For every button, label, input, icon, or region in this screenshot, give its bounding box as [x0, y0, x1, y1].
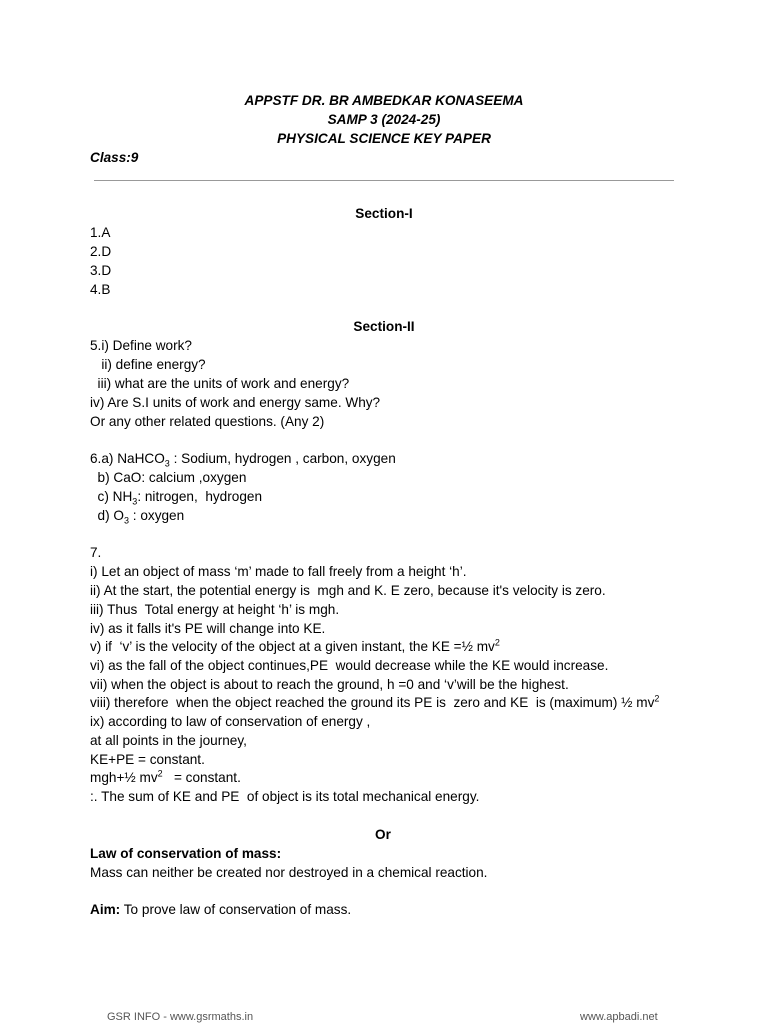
q7-viii: [90, 694, 659, 712]
section1-title: Section-I: [355, 206, 413, 221]
q7-mgh-post: = constant.: [162, 770, 241, 785]
header-divider: [94, 180, 674, 181]
q6-d-sub: 3: [124, 515, 130, 526]
q7-i: i) Let an object of mass ‘m’ made to fall freely from a height ‘h’.: [90, 564, 467, 579]
answer-4: 4.B: [90, 282, 111, 297]
q6-c-pre: c) NH: [90, 489, 133, 504]
q6-d-post: : oxygen: [129, 508, 185, 523]
q6-a-post: : Sodium, hydrogen , carbon, oxygen: [169, 451, 396, 466]
law-text: Mass can neither be created nor destroyed in a chemical reaction.: [90, 865, 488, 880]
aim-label: Aim:: [90, 902, 121, 917]
q5-line-1: 5.i) Define work?: [90, 338, 192, 353]
q7-v-sup: 2: [494, 637, 500, 648]
q6-a-pre: 6.a) NaHCO: [90, 451, 165, 466]
q7-mgh-sup: 2: [157, 768, 163, 779]
q7-viii-text: viii) therefore when the object reached the ground its PE is zero and KE is (maximum) ½ mv: [90, 695, 655, 710]
q7-iv: iv) as it falls it's PE will change into KE.: [90, 621, 326, 636]
q6-b: b) CaO: calcium ,oxygen: [90, 470, 247, 485]
q7-all-points: at all points in the journey,: [90, 733, 247, 748]
q7-ix: ix) according to law of conservation of energy ,: [90, 714, 371, 729]
q7-number: 7.: [90, 545, 102, 560]
q7-iii: iii) Thus Total energy at height ‘h’ is mgh.: [90, 602, 340, 617]
q6-d: [90, 507, 184, 525]
q7-ii: ii) At the start, the potential energy is mgh and K. E zero, because it's velocity is zero.: [90, 583, 606, 598]
q6-c-post: : nitrogen, hydrogen: [137, 489, 263, 504]
q7-ke-pe: KE+PE = constant.: [90, 752, 205, 767]
header-exam: SAMP 3 (2024-25): [327, 112, 441, 127]
q6-a: [90, 450, 396, 468]
q5-line-2: ii) define energy?: [90, 357, 206, 372]
q7-mgh-pre: mgh+½ mv: [90, 770, 158, 785]
q6-c-sub: 3: [132, 496, 138, 507]
aim-line: [90, 901, 351, 919]
q5-line-4: iv) Are S.I units of work and energy same. Why?: [90, 395, 381, 410]
q7-viii-sup: 2: [654, 693, 660, 704]
answer-1: 1.A: [90, 225, 111, 240]
header-org: APPSTF DR. BR AMBEDKAR KONASEEMA: [244, 93, 524, 108]
q7-vii: vii) when the object is about to reach the ground, h =0 and ‘v’will be the highest.: [90, 677, 569, 692]
or-separator: Or: [375, 827, 391, 842]
answer-3: 3.D: [90, 263, 112, 278]
q7-sum: :. The sum of KE and PE of object is its total mechanical energy.: [90, 789, 480, 804]
q5-line-3: iii) what are the units of work and energy?: [90, 376, 350, 391]
header-class: Class:9: [90, 150, 139, 165]
section2-title: Section-II: [353, 319, 415, 334]
answer-2: 2.D: [90, 244, 112, 259]
q7-v-text: v) if ‘v’ is the velocity of the object at a given instant, the KE =½ mv: [90, 639, 495, 654]
footer-left: GSR INFO - www.gsrmaths.in: [107, 1011, 254, 1023]
q5-line-5: Or any other related questions. (Any 2): [90, 414, 325, 429]
aim-text: To prove law of conservation of mass.: [120, 902, 352, 917]
header-paper-title: PHYSICAL SCIENCE KEY PAPER: [277, 131, 491, 146]
law-title: Law of conservation of mass:: [90, 846, 282, 861]
q6-a-sub: 3: [164, 458, 170, 469]
q6-c: [90, 488, 262, 506]
q7-v: [90, 638, 500, 656]
q7-mgh: [90, 769, 241, 787]
q6-d-pre: d) O: [90, 508, 124, 523]
footer-right: www.apbadi.net: [580, 1011, 658, 1023]
q7-vi: vi) as the fall of the object continues,PE would decrease while the KE would increase.: [90, 658, 609, 673]
